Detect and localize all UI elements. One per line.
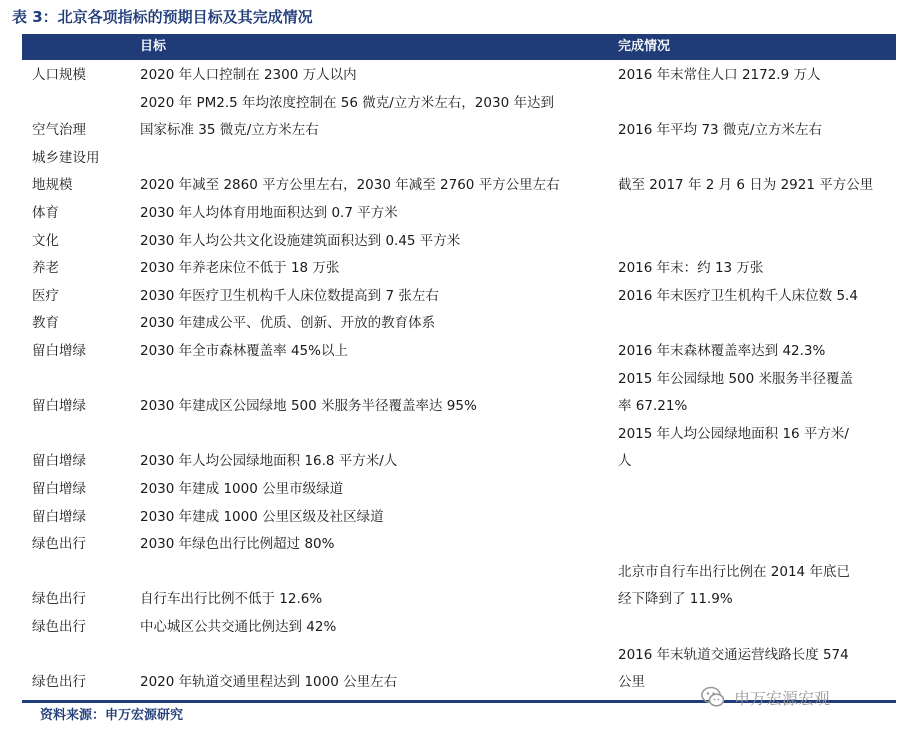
row-target-cell (140, 559, 616, 614)
row-status-cell (618, 228, 894, 256)
table-row (22, 228, 896, 256)
row-target: 2030 年全市森林覆盖率 45%以上 (140, 343, 348, 359)
row-category: 空气治理 (32, 122, 86, 139)
row-target-cell (140, 200, 616, 228)
row-target-cell (140, 366, 616, 421)
row-status: 2016 年末森林覆盖率达到 42.3% (618, 343, 826, 359)
row-target: 2030 年养老床位不低于 18 万张 (140, 260, 340, 277)
table-row (22, 255, 896, 283)
row-target-cell (140, 421, 616, 476)
row-target: 2030 年人均体育用地面积达到 0.7 平方米 (140, 205, 398, 221)
row-target: 2030 年绿色出行比例超过 80% (140, 536, 335, 553)
row-target-cell (140, 310, 616, 338)
row-target: 2030 年建成公平、优质、创新、开放的教育体系 (140, 315, 436, 332)
row-status-cell (618, 90, 894, 145)
row-category-cell (32, 614, 128, 642)
header-status: 完成情况 (618, 39, 671, 54)
row-category: 绿色出行 (32, 591, 86, 608)
table-row (22, 531, 896, 559)
row-category: 文化 (32, 232, 59, 249)
table-row (22, 283, 896, 311)
row-status-cell (618, 559, 894, 614)
row-target: 2030 年建成区公园绿地 500 米服务半径覆盖率达 95% (140, 398, 477, 415)
row-status-cell (618, 255, 894, 283)
table-row (22, 62, 896, 90)
table-row (22, 559, 896, 614)
row-status-cell (618, 531, 894, 559)
row-category: 绿色出行 (32, 536, 86, 553)
row-status-cell (618, 476, 894, 504)
row-status: 2016 年末轨道交通运营线路长度 574 公里 (618, 646, 849, 691)
row-target-cell (140, 62, 616, 90)
row-target-cell (140, 255, 616, 283)
row-status: 2015 年人均公园绿地面积 16 平方米/ 人 (618, 425, 849, 470)
row-category: 养老 (32, 260, 59, 277)
row-status: 北京市自行车出行比例在 2014 年底已 经下降到了 11.9% (618, 563, 850, 608)
row-category: 绿色出行 (32, 619, 86, 635)
row-target: 2030 年人均公园绿地面积 16.8 平方米/人 (140, 453, 398, 470)
row-category: 留白增绿 (32, 481, 86, 497)
row-status: 2015 年公园绿地 500 米服务半径覆盖 率 67.21% (618, 370, 853, 415)
row-target-cell (140, 228, 616, 256)
header-target: 目标 (140, 39, 167, 54)
row-category-cell (32, 62, 128, 90)
row-category-cell (32, 476, 128, 504)
row-target-cell (140, 283, 616, 311)
row-category: 留白增绿 (32, 453, 86, 470)
row-category: 体育 (32, 205, 59, 221)
row-category-cell (32, 255, 128, 283)
row-category-cell (32, 366, 128, 421)
table-row (22, 200, 896, 228)
row-category: 留白增绿 (32, 508, 86, 525)
row-category-cell (32, 228, 128, 256)
row-target-cell (140, 476, 616, 504)
row-status: 2016 年末医疗卫生机构千人床位数 5.4 (618, 287, 858, 304)
row-status-cell (618, 200, 894, 228)
row-category-cell (32, 200, 128, 228)
row-status: 2016 年平均 73 微克/立方米左右 (618, 122, 822, 139)
row-status-cell (618, 421, 894, 476)
table-row (22, 366, 896, 421)
row-category: 教育 (32, 315, 59, 332)
row-status-cell (618, 283, 894, 311)
row-category-cell (32, 559, 128, 614)
row-target: 2030 年建成 1000 公里区级及社区绿道 (140, 508, 384, 525)
row-category-cell (32, 421, 128, 476)
row-category-cell (32, 531, 128, 559)
row-target-cell (140, 145, 616, 200)
table-row (22, 338, 896, 366)
row-target: 2030 年医疗卫生机构千人床位数提高到 7 张左右 (140, 287, 439, 304)
watermark (700, 682, 830, 712)
row-category: 留白增绿 (32, 343, 86, 359)
table-row (22, 476, 896, 504)
source-note: 资料来源：申万宏源研究 (40, 708, 184, 723)
row-status-cell (618, 145, 894, 200)
table-row (22, 421, 896, 476)
row-target: 2030 年人均公共文化设施建筑面积达到 0.45 平方米 (140, 232, 461, 249)
row-target: 自行车出行比例不低于 12.6% (140, 591, 323, 608)
row-status-cell (618, 62, 894, 90)
row-category-cell (32, 338, 128, 366)
table-row (22, 90, 896, 145)
row-category-cell (32, 642, 128, 697)
row-target-cell (140, 90, 616, 145)
table-row (22, 504, 896, 532)
row-target: 中心城区公共交通比例达到 42% (140, 619, 337, 635)
row-status: 2016 年末：约 13 万张 (618, 260, 764, 277)
table-header (22, 34, 896, 60)
row-target: 2030 年建成 1000 公里市级绿道 (140, 481, 344, 497)
table-row (22, 614, 896, 642)
row-status-cell (618, 366, 894, 421)
row-target-cell (140, 338, 616, 366)
row-status-cell (618, 338, 894, 366)
row-category: 留白增绿 (32, 398, 86, 415)
row-category-cell (32, 90, 128, 145)
wechat-icon (700, 684, 726, 710)
table-row (22, 145, 896, 200)
row-category: 城乡建设用 地规模 (32, 149, 100, 194)
row-target-cell (140, 614, 616, 642)
row-target-cell (140, 504, 616, 532)
row-category: 人口规模 (32, 67, 86, 83)
row-status-cell (618, 310, 894, 338)
row-target: 2020 年轨道交通里程达到 1000 公里左右 (140, 674, 398, 691)
row-status: 2016 年末常住人口 2172.9 万人 (618, 67, 821, 83)
row-category-cell (32, 504, 128, 532)
row-target: 2020 年人口控制在 2300 万人以内 (140, 67, 357, 83)
row-target-cell (140, 642, 616, 697)
row-category-cell (32, 310, 128, 338)
row-category: 绿色出行 (32, 674, 86, 691)
table-row (22, 310, 896, 338)
row-target: 2020 年减至 2860 平方公里左右，2030 年减至 2760 平方公里左右 (140, 177, 560, 194)
row-category: 医疗 (32, 287, 59, 304)
row-category-cell (32, 145, 128, 200)
row-target: 2020 年 PM2.5 年均浓度控制在 56 微克/立方米左右，2030 年达到 国家标准 35 微克/立方米左右 (140, 94, 554, 139)
row-status: 截至 2017 年 2 月 6 日为 2921 平方公里 (618, 177, 874, 194)
table-title: 表 3：北京各项指标的预期目标及其完成情况 (12, 8, 313, 26)
watermark-text: 申万宏源宏观 (734, 688, 831, 708)
row-category-cell (32, 283, 128, 311)
row-status-cell (618, 614, 894, 642)
row-target-cell (140, 531, 616, 559)
row-status-cell (618, 504, 894, 532)
